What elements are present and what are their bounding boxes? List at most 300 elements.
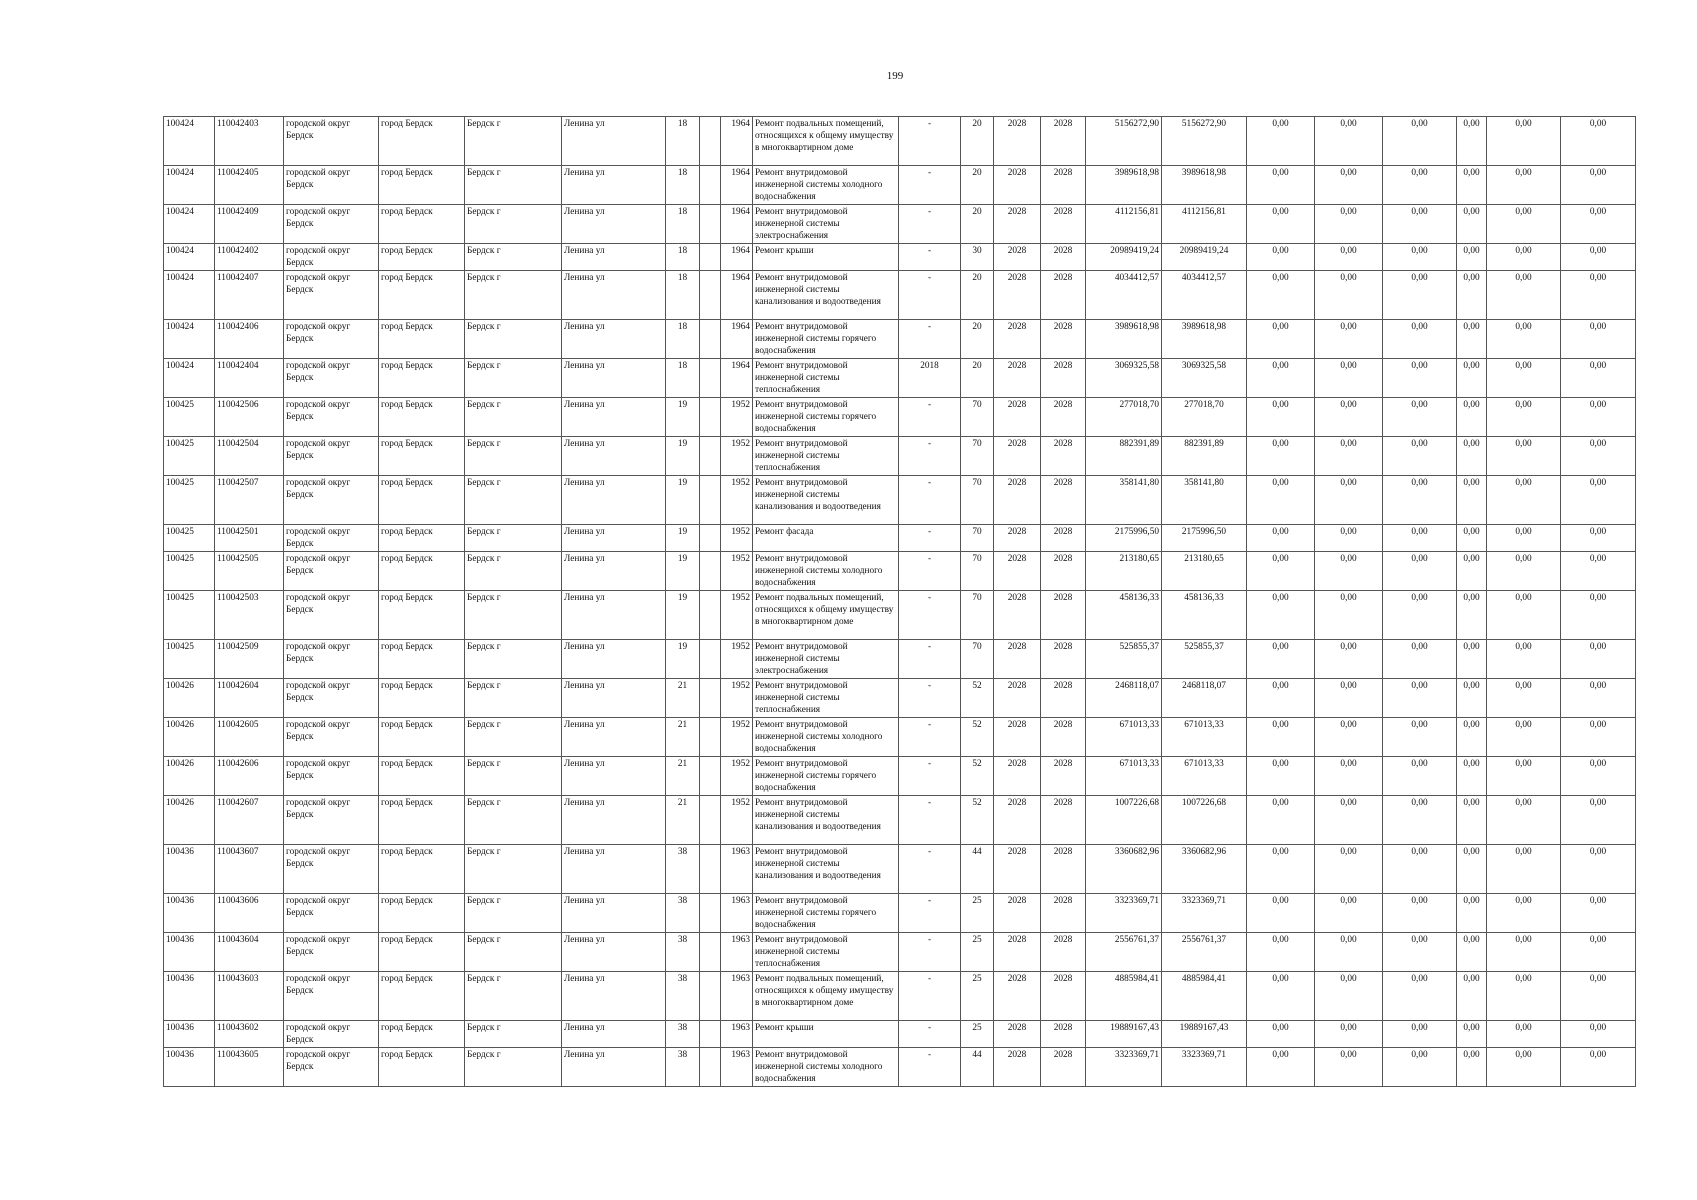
- cell-street: Ленина ул: [562, 476, 666, 525]
- cell-work-id: 110042606: [215, 757, 284, 796]
- cell-last-repair-year: -: [899, 552, 961, 591]
- cell-cost-budget-regional: 0,00: [1315, 476, 1383, 525]
- cell-work-type: Ремонт внутридомовой инженерной системы теплоснабжения: [753, 359, 899, 398]
- cell-total-cost: 3323369,71: [1086, 894, 1162, 933]
- cell-cost-other-1: 0,00: [1487, 640, 1561, 679]
- cell-work-type: Ремонт подвальных помещений, относящихся к общему имуществу в многоквартирном доме: [753, 591, 899, 640]
- cell-locality: Бердск г: [465, 552, 562, 591]
- cell-total-cost: 3989618,98: [1086, 166, 1162, 205]
- cell-last-repair-year: -: [899, 1048, 961, 1087]
- cell-cost-owners: 0,00: [1457, 271, 1487, 320]
- cell-last-repair-year: -: [899, 205, 961, 244]
- cell-cost-other-1: 0,00: [1487, 679, 1561, 718]
- cell-last-repair-year: -: [899, 117, 961, 166]
- cell-work-id: 110043602: [215, 1021, 284, 1048]
- cell-work-type: Ремонт внутридомовой инженерной системы холодного водоснабжения: [753, 166, 899, 205]
- cell-wear-percent: 70: [961, 398, 994, 437]
- cell-cost-owners: 0,00: [1457, 205, 1487, 244]
- cell-last-repair-year: -: [899, 718, 961, 757]
- cell-settlement: город Бердск: [379, 271, 465, 320]
- cell-settlement: город Бердск: [379, 757, 465, 796]
- cell-municipality: городской округ Бердск: [284, 796, 379, 845]
- cell-cost-fund: 2468118,07: [1162, 679, 1247, 718]
- cell-cost-budget-local: 0,00: [1383, 933, 1457, 972]
- cell-cost-budget-local: 0,00: [1383, 1021, 1457, 1048]
- cell-last-repair-year: -: [899, 933, 961, 972]
- cell-building: [700, 271, 721, 320]
- cell-cost-other-1: 0,00: [1487, 476, 1561, 525]
- table-row: [164, 972, 1636, 1021]
- cell-plan-year-end: 2028: [1041, 972, 1086, 1021]
- cell-total-cost: 3360682,96: [1086, 845, 1162, 894]
- cell-work-type: Ремонт крыши: [753, 244, 899, 271]
- cell-wear-percent: 20: [961, 117, 994, 166]
- cell-cost-other-1: 0,00: [1487, 359, 1561, 398]
- cell-cost-other-2: 0,00: [1561, 271, 1636, 320]
- cell-work-id: 110042505: [215, 552, 284, 591]
- cell-locality: Бердск г: [465, 757, 562, 796]
- cell-settlement: город Бердск: [379, 933, 465, 972]
- cell-cost-budget-local: 0,00: [1383, 525, 1457, 552]
- cell-year-built: 1963: [721, 1021, 753, 1048]
- cell-cost-fund: 3360682,96: [1162, 845, 1247, 894]
- cell-cost-fund: 277018,70: [1162, 398, 1247, 437]
- cell-work-id: 110042404: [215, 359, 284, 398]
- table-row: [164, 1021, 1636, 1048]
- cell-cost-budget-local: 0,00: [1383, 972, 1457, 1021]
- cell-street: Ленина ул: [562, 591, 666, 640]
- cell-street: Ленина ул: [562, 359, 666, 398]
- cell-work-id: 110042409: [215, 205, 284, 244]
- cell-cost-budget-federal: 0,00: [1247, 757, 1315, 796]
- cell-cost-budget-regional: 0,00: [1315, 1021, 1383, 1048]
- cell-cost-budget-regional: 0,00: [1315, 271, 1383, 320]
- cell-last-repair-year: 2018: [899, 359, 961, 398]
- cell-plan-year-end: 2028: [1041, 525, 1086, 552]
- cell-plan-year-start: 2028: [994, 117, 1041, 166]
- cell-cost-budget-regional: 0,00: [1315, 320, 1383, 359]
- cell-cost-budget-federal: 0,00: [1247, 894, 1315, 933]
- cell-locality: Бердск г: [465, 796, 562, 845]
- cell-cost-owners: 0,00: [1457, 359, 1487, 398]
- cell-cost-budget-local: 0,00: [1383, 1048, 1457, 1087]
- cell-cost-fund: 671013,33: [1162, 718, 1247, 757]
- cell-cost-budget-regional: 0,00: [1315, 525, 1383, 552]
- cell-wear-percent: 70: [961, 525, 994, 552]
- cell-building: [700, 320, 721, 359]
- cell-house-number: 38: [666, 1021, 700, 1048]
- cell-municipality: городской округ Бердск: [284, 359, 379, 398]
- cell-last-repair-year: -: [899, 591, 961, 640]
- cell-cost-budget-federal: 0,00: [1247, 933, 1315, 972]
- cell-cost-budget-federal: 0,00: [1247, 591, 1315, 640]
- cell-year-built: 1952: [721, 525, 753, 552]
- cell-work-id: 110042604: [215, 679, 284, 718]
- cell-total-cost: 2556761,37: [1086, 933, 1162, 972]
- cell-year-built: 1964: [721, 359, 753, 398]
- cell-plan-year-start: 2028: [994, 437, 1041, 476]
- cell-plan-year-start: 2028: [994, 552, 1041, 591]
- cell-settlement: город Бердск: [379, 1021, 465, 1048]
- cell-municipality: городской округ Бердск: [284, 117, 379, 166]
- cell-work-id: 110042509: [215, 640, 284, 679]
- cell-house-id: 100424: [164, 117, 215, 166]
- cell-locality: Бердск г: [465, 205, 562, 244]
- cell-cost-owners: 0,00: [1457, 244, 1487, 271]
- cell-settlement: город Бердск: [379, 845, 465, 894]
- cell-house-number: 21: [666, 679, 700, 718]
- cell-locality: Бердск г: [465, 437, 562, 476]
- cell-cost-budget-local: 0,00: [1383, 359, 1457, 398]
- cell-plan-year-end: 2028: [1041, 117, 1086, 166]
- cell-building: [700, 757, 721, 796]
- cell-cost-other-1: 0,00: [1487, 320, 1561, 359]
- table-row: [164, 679, 1636, 718]
- cell-year-built: 1952: [721, 591, 753, 640]
- cell-year-built: 1964: [721, 205, 753, 244]
- cell-house-number: 21: [666, 796, 700, 845]
- cell-cost-fund: 4112156,81: [1162, 205, 1247, 244]
- cell-cost-budget-regional: 0,00: [1315, 718, 1383, 757]
- cell-settlement: город Бердск: [379, 398, 465, 437]
- cell-cost-budget-local: 0,00: [1383, 552, 1457, 591]
- cell-year-built: 1964: [721, 166, 753, 205]
- cell-year-built: 1963: [721, 972, 753, 1021]
- cell-last-repair-year: -: [899, 271, 961, 320]
- table-row: [164, 552, 1636, 591]
- cell-cost-fund: 2175996,50: [1162, 525, 1247, 552]
- cell-wear-percent: 52: [961, 796, 994, 845]
- cell-building: [700, 718, 721, 757]
- cell-work-type: Ремонт внутридомовой инженерной системы канализования и водоотведения: [753, 845, 899, 894]
- cell-total-cost: 882391,89: [1086, 437, 1162, 476]
- cell-municipality: городской округ Бердск: [284, 757, 379, 796]
- cell-cost-fund: 3989618,98: [1162, 320, 1247, 359]
- cell-total-cost: 2468118,07: [1086, 679, 1162, 718]
- cell-municipality: городской округ Бердск: [284, 933, 379, 972]
- cell-last-repair-year: -: [899, 640, 961, 679]
- cell-cost-budget-regional: 0,00: [1315, 359, 1383, 398]
- table-row: [164, 525, 1636, 552]
- cell-total-cost: 3989618,98: [1086, 320, 1162, 359]
- cell-cost-other-1: 0,00: [1487, 972, 1561, 1021]
- cell-year-built: 1963: [721, 1048, 753, 1087]
- cell-cost-budget-local: 0,00: [1383, 117, 1457, 166]
- cell-settlement: город Бердск: [379, 552, 465, 591]
- cell-wear-percent: 25: [961, 972, 994, 1021]
- cell-locality: Бердск г: [465, 591, 562, 640]
- table-row: [164, 271, 1636, 320]
- cell-locality: Бердск г: [465, 640, 562, 679]
- cell-municipality: городской округ Бердск: [284, 552, 379, 591]
- cell-plan-year-start: 2028: [994, 845, 1041, 894]
- cell-settlement: город Бердск: [379, 205, 465, 244]
- cell-cost-budget-regional: 0,00: [1315, 166, 1383, 205]
- cell-house-id: 100436: [164, 933, 215, 972]
- cell-cost-owners: 0,00: [1457, 640, 1487, 679]
- cell-plan-year-start: 2028: [994, 757, 1041, 796]
- cell-street: Ленина ул: [562, 244, 666, 271]
- cell-house-id: 100436: [164, 1021, 215, 1048]
- cell-settlement: город Бердск: [379, 718, 465, 757]
- cell-wear-percent: 20: [961, 205, 994, 244]
- cell-last-repair-year: -: [899, 476, 961, 525]
- cell-cost-other-1: 0,00: [1487, 166, 1561, 205]
- cell-wear-percent: 70: [961, 476, 994, 525]
- cell-cost-fund: 882391,89: [1162, 437, 1247, 476]
- cell-house-number: 18: [666, 244, 700, 271]
- cell-work-type: Ремонт подвальных помещений, относящихся к общему имуществу в многоквартирном доме: [753, 972, 899, 1021]
- cell-cost-owners: 0,00: [1457, 894, 1487, 933]
- cell-year-built: 1963: [721, 933, 753, 972]
- cell-house-id: 100424: [164, 359, 215, 398]
- cell-cost-budget-local: 0,00: [1383, 591, 1457, 640]
- cell-cost-budget-federal: 0,00: [1247, 205, 1315, 244]
- cell-building: [700, 972, 721, 1021]
- cell-wear-percent: 70: [961, 640, 994, 679]
- cell-plan-year-start: 2028: [994, 894, 1041, 933]
- cell-locality: Бердск г: [465, 476, 562, 525]
- cell-wear-percent: 52: [961, 718, 994, 757]
- cell-cost-owners: 0,00: [1457, 117, 1487, 166]
- cell-year-built: 1952: [721, 640, 753, 679]
- cell-last-repair-year: -: [899, 166, 961, 205]
- cell-year-built: 1952: [721, 796, 753, 845]
- cell-year-built: 1952: [721, 437, 753, 476]
- cell-cost-other-2: 0,00: [1561, 205, 1636, 244]
- cell-cost-other-1: 0,00: [1487, 244, 1561, 271]
- cell-cost-owners: 0,00: [1457, 796, 1487, 845]
- cell-year-built: 1952: [721, 398, 753, 437]
- cell-cost-budget-local: 0,00: [1383, 271, 1457, 320]
- registry-table-body: [164, 117, 1636, 1087]
- cell-cost-budget-regional: 0,00: [1315, 894, 1383, 933]
- cell-house-id: 100425: [164, 437, 215, 476]
- table-row: [164, 320, 1636, 359]
- cell-cost-other-1: 0,00: [1487, 757, 1561, 796]
- cell-cost-budget-local: 0,00: [1383, 437, 1457, 476]
- cell-house-number: 19: [666, 552, 700, 591]
- table-row: [164, 845, 1636, 894]
- cell-cost-owners: 0,00: [1457, 591, 1487, 640]
- cell-work-id: 110043604: [215, 933, 284, 972]
- cell-locality: Бердск г: [465, 718, 562, 757]
- cell-work-id: 110043605: [215, 1048, 284, 1087]
- cell-house-id: 100425: [164, 525, 215, 552]
- cell-cost-other-2: 0,00: [1561, 894, 1636, 933]
- cell-house-number: 21: [666, 718, 700, 757]
- cell-total-cost: 4034412,57: [1086, 271, 1162, 320]
- cell-last-repair-year: -: [899, 525, 961, 552]
- cell-house-number: 38: [666, 933, 700, 972]
- cell-work-id: 110043606: [215, 894, 284, 933]
- cell-locality: Бердск г: [465, 166, 562, 205]
- cell-plan-year-end: 2028: [1041, 398, 1086, 437]
- cell-work-type: Ремонт крыши: [753, 1021, 899, 1048]
- cell-total-cost: 671013,33: [1086, 718, 1162, 757]
- cell-work-id: 110042504: [215, 437, 284, 476]
- cell-municipality: городской округ Бердск: [284, 244, 379, 271]
- cell-work-id: 110042402: [215, 244, 284, 271]
- cell-cost-other-1: 0,00: [1487, 894, 1561, 933]
- cell-total-cost: 3069325,58: [1086, 359, 1162, 398]
- cell-municipality: городской округ Бердск: [284, 166, 379, 205]
- cell-plan-year-end: 2028: [1041, 845, 1086, 894]
- cell-plan-year-end: 2028: [1041, 359, 1086, 398]
- cell-house-number: 19: [666, 591, 700, 640]
- table-row: [164, 117, 1636, 166]
- table-row: [164, 757, 1636, 796]
- cell-cost-budget-federal: 0,00: [1247, 972, 1315, 1021]
- cell-house-number: 18: [666, 205, 700, 244]
- cell-total-cost: 277018,70: [1086, 398, 1162, 437]
- cell-house-id: 100426: [164, 718, 215, 757]
- cell-house-number: 19: [666, 398, 700, 437]
- cell-wear-percent: 70: [961, 437, 994, 476]
- cell-house-id: 100424: [164, 205, 215, 244]
- cell-cost-owners: 0,00: [1457, 757, 1487, 796]
- cell-cost-other-1: 0,00: [1487, 718, 1561, 757]
- cell-settlement: город Бердск: [379, 591, 465, 640]
- cell-cost-other-2: 0,00: [1561, 591, 1636, 640]
- cell-year-built: 1952: [721, 718, 753, 757]
- cell-cost-other-2: 0,00: [1561, 117, 1636, 166]
- cell-street: Ленина ул: [562, 972, 666, 1021]
- cell-cost-fund: 3323369,71: [1162, 1048, 1247, 1087]
- cell-cost-budget-federal: 0,00: [1247, 552, 1315, 591]
- cell-total-cost: 525855,37: [1086, 640, 1162, 679]
- cell-house-number: 18: [666, 359, 700, 398]
- cell-house-id: 100436: [164, 845, 215, 894]
- cell-work-type: Ремонт внутридомовой инженерной системы теплоснабжения: [753, 679, 899, 718]
- table-row: [164, 476, 1636, 525]
- cell-wear-percent: 20: [961, 359, 994, 398]
- cell-cost-budget-federal: 0,00: [1247, 679, 1315, 718]
- cell-plan-year-start: 2028: [994, 205, 1041, 244]
- cell-cost-other-2: 0,00: [1561, 320, 1636, 359]
- cell-house-id: 100425: [164, 398, 215, 437]
- cell-house-id: 100436: [164, 972, 215, 1021]
- cell-cost-budget-regional: 0,00: [1315, 1048, 1383, 1087]
- cell-settlement: город Бердск: [379, 796, 465, 845]
- cell-work-id: 110043603: [215, 972, 284, 1021]
- cell-house-id: 100425: [164, 476, 215, 525]
- cell-cost-owners: 0,00: [1457, 679, 1487, 718]
- cell-locality: Бердск г: [465, 244, 562, 271]
- cell-municipality: городской округ Бердск: [284, 320, 379, 359]
- cell-cost-other-2: 0,00: [1561, 933, 1636, 972]
- cell-house-number: 19: [666, 476, 700, 525]
- cell-year-built: 1964: [721, 244, 753, 271]
- cell-plan-year-end: 2028: [1041, 271, 1086, 320]
- cell-cost-other-2: 0,00: [1561, 845, 1636, 894]
- cell-cost-other-2: 0,00: [1561, 640, 1636, 679]
- cell-cost-other-2: 0,00: [1561, 476, 1636, 525]
- cell-cost-other-2: 0,00: [1561, 166, 1636, 205]
- table-row: [164, 437, 1636, 476]
- cell-work-type: Ремонт внутридомовой инженерной системы электроснабжения: [753, 205, 899, 244]
- cell-cost-other-2: 0,00: [1561, 525, 1636, 552]
- cell-building: [700, 679, 721, 718]
- cell-cost-other-1: 0,00: [1487, 271, 1561, 320]
- cell-cost-other-1: 0,00: [1487, 796, 1561, 845]
- cell-municipality: городской округ Бердск: [284, 525, 379, 552]
- cell-cost-owners: 0,00: [1457, 1048, 1487, 1087]
- cell-cost-budget-federal: 0,00: [1247, 718, 1315, 757]
- cell-municipality: городской округ Бердск: [284, 205, 379, 244]
- cell-cost-budget-local: 0,00: [1383, 398, 1457, 437]
- cell-house-id: 100424: [164, 244, 215, 271]
- table-row: [164, 894, 1636, 933]
- cell-building: [700, 845, 721, 894]
- cell-cost-budget-local: 0,00: [1383, 640, 1457, 679]
- cell-cost-other-2: 0,00: [1561, 244, 1636, 271]
- cell-total-cost: 213180,65: [1086, 552, 1162, 591]
- cell-municipality: городской округ Бердск: [284, 845, 379, 894]
- cell-municipality: городской округ Бердск: [284, 1021, 379, 1048]
- cell-cost-fund: 671013,33: [1162, 757, 1247, 796]
- cell-house-number: 18: [666, 320, 700, 359]
- cell-work-id: 110042605: [215, 718, 284, 757]
- cell-plan-year-end: 2028: [1041, 552, 1086, 591]
- cell-cost-budget-regional: 0,00: [1315, 552, 1383, 591]
- cell-street: Ленина ул: [562, 845, 666, 894]
- cell-cost-fund: 4885984,41: [1162, 972, 1247, 1021]
- cell-cost-other-2: 0,00: [1561, 972, 1636, 1021]
- cell-plan-year-end: 2028: [1041, 205, 1086, 244]
- cell-house-number: 38: [666, 972, 700, 1021]
- cell-cost-other-1: 0,00: [1487, 552, 1561, 591]
- cell-street: Ленина ул: [562, 1048, 666, 1087]
- cell-work-type: Ремонт внутридомовой инженерной системы электроснабжения: [753, 640, 899, 679]
- cell-building: [700, 1048, 721, 1087]
- cell-wear-percent: 30: [961, 244, 994, 271]
- cell-year-built: 1964: [721, 320, 753, 359]
- cell-year-built: 1964: [721, 117, 753, 166]
- cell-cost-fund: 213180,65: [1162, 552, 1247, 591]
- cell-house-id: 100426: [164, 679, 215, 718]
- cell-plan-year-end: 2028: [1041, 1048, 1086, 1087]
- cell-last-repair-year: -: [899, 894, 961, 933]
- cell-house-number: 19: [666, 437, 700, 476]
- cell-cost-other-2: 0,00: [1561, 1021, 1636, 1048]
- cell-wear-percent: 20: [961, 320, 994, 359]
- cell-cost-fund: 2556761,37: [1162, 933, 1247, 972]
- cell-street: Ленина ул: [562, 933, 666, 972]
- cell-last-repair-year: -: [899, 398, 961, 437]
- cell-cost-budget-federal: 0,00: [1247, 525, 1315, 552]
- cell-cost-budget-regional: 0,00: [1315, 244, 1383, 271]
- cell-house-number: 19: [666, 525, 700, 552]
- cell-settlement: город Бердск: [379, 359, 465, 398]
- cell-street: Ленина ул: [562, 757, 666, 796]
- cell-plan-year-end: 2028: [1041, 933, 1086, 972]
- table-row: [164, 640, 1636, 679]
- cell-cost-budget-federal: 0,00: [1247, 1048, 1315, 1087]
- cell-house-id: 100426: [164, 796, 215, 845]
- cell-cost-budget-local: 0,00: [1383, 796, 1457, 845]
- cell-cost-fund: 1007226,68: [1162, 796, 1247, 845]
- cell-cost-budget-local: 0,00: [1383, 320, 1457, 359]
- cell-municipality: городской округ Бердск: [284, 398, 379, 437]
- cell-total-cost: 4885984,41: [1086, 972, 1162, 1021]
- cell-cost-budget-local: 0,00: [1383, 757, 1457, 796]
- table-row: [164, 205, 1636, 244]
- cell-building: [700, 933, 721, 972]
- cell-locality: Бердск г: [465, 933, 562, 972]
- cell-year-built: 1963: [721, 894, 753, 933]
- cell-settlement: город Бердск: [379, 320, 465, 359]
